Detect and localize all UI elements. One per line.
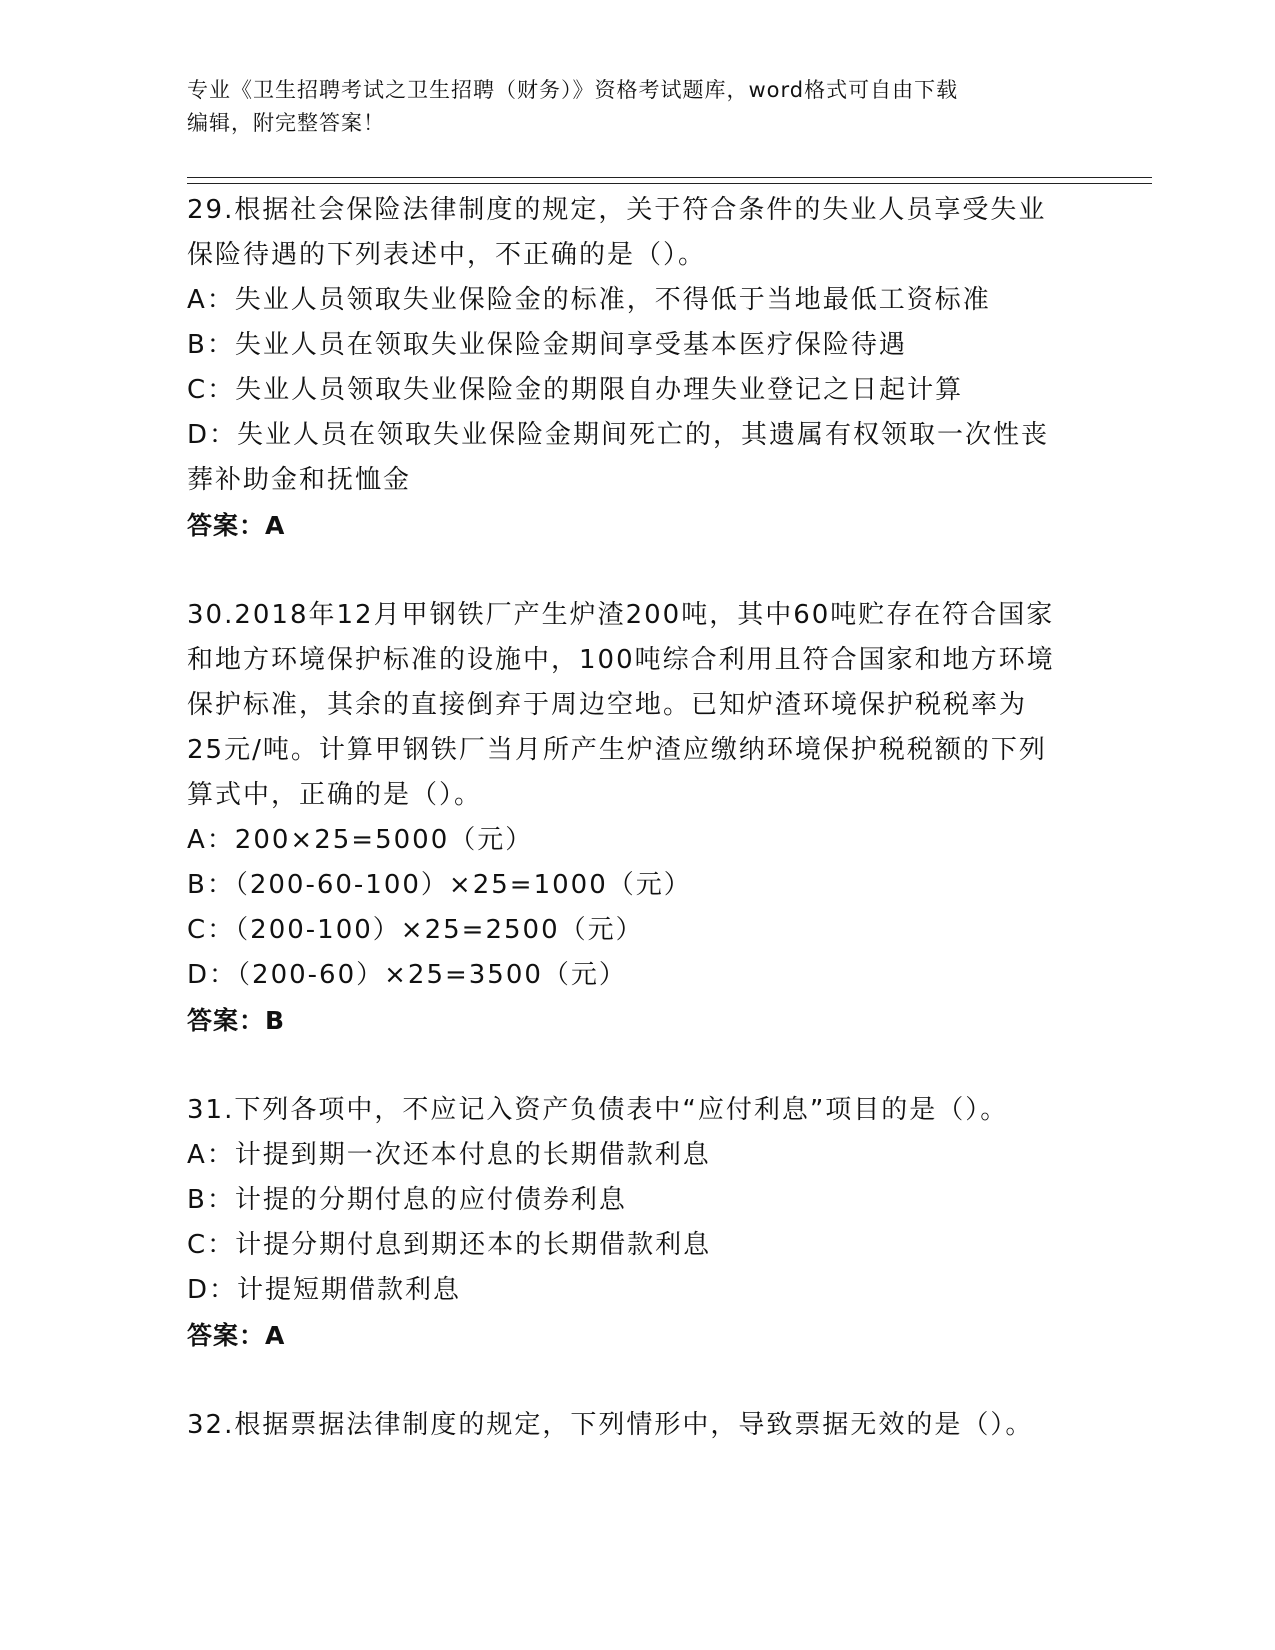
- answer-option: C：失业人员领取失业保险金的期限自办理失业登记之日起计算: [187, 375, 964, 405]
- answer-option: A：计提到期一次还本付息的长期借款利息: [187, 1140, 711, 1170]
- question-block: [187, 1403, 1087, 1448]
- answer-option: D：失业人员在领取失业保险金期间死亡的，其遗属有权领取一次性丧: [187, 420, 1050, 450]
- answer-key: 答案：B: [187, 1006, 286, 1035]
- answer-key: 答案：A: [187, 1321, 286, 1350]
- document-header: [187, 74, 1067, 140]
- answer-option: A：失业人员领取失业保险金的标准，不得低于当地最低工资标准: [187, 285, 991, 315]
- question-text-line: 算式中，正确的是（）。: [187, 780, 483, 810]
- header-divider-bottom: [187, 183, 1152, 184]
- question-block: [187, 188, 1087, 548]
- question-text-line: 30.2018年12月甲钢铁厂产生炉渣200吨，其中60吨贮存在符合国家: [187, 600, 1055, 630]
- question-text-line: 32.根据票据法律制度的规定，下列情形中，导致票据无效的是（）。: [187, 1410, 1034, 1440]
- answer-option: B：失业人员在领取失业保险金期间享受基本医疗保险待遇: [187, 330, 907, 360]
- question-block: [187, 1088, 1087, 1358]
- question-text-line: 保险待遇的下列表述中，不正确的是（）。: [187, 240, 707, 270]
- answer-option: A：200×25=5000（元）: [187, 825, 534, 855]
- question-text-line: 和地方环境保护标准的设施中，100吨综合利用且符合国家和地方环境: [187, 645, 1055, 675]
- answer-key: 答案：A: [187, 511, 286, 540]
- answer-option: 葬补助金和抚恤金: [187, 465, 412, 495]
- answer-option: B：计提的分期付息的应付债券利息: [187, 1185, 627, 1215]
- answer-option: C：计提分期付息到期还本的长期借款利息: [187, 1230, 712, 1260]
- answer-option: C：（200-100）×25=2500（元）: [187, 915, 644, 945]
- answer-option: D：计提短期借款利息: [187, 1275, 462, 1305]
- question-list: [187, 188, 1087, 1493]
- answer-option: D：（200-60）×25=3500（元）: [187, 960, 627, 990]
- question-block: [187, 593, 1087, 1043]
- question-text-line: 25元/吨。计算甲钢铁厂当月所产生炉渣应缴纳环境保护税税额的下列: [187, 735, 1047, 765]
- header-line-1: 专业《卫生招聘考试之卫生招聘（财务）》资格考试题库，word格式可自由下载: [187, 78, 959, 102]
- answer-option: B：（200-60-100）×25=1000（元）: [187, 870, 692, 900]
- question-text-line: 保护标准，其余的直接倒弃于周边空地。已知炉渣环境保护税税率为: [187, 690, 1028, 720]
- header-line-2: 编辑，附完整答案！: [187, 111, 385, 135]
- question-text-line: 31.下列各项中，不应记入资产负债表中“应付利息”项目的是（）。: [187, 1095, 1009, 1125]
- header-divider-top: [187, 177, 1152, 178]
- question-text-line: 29.根据社会保险法律制度的规定，关于符合条件的失业人员享受失业: [187, 195, 1047, 225]
